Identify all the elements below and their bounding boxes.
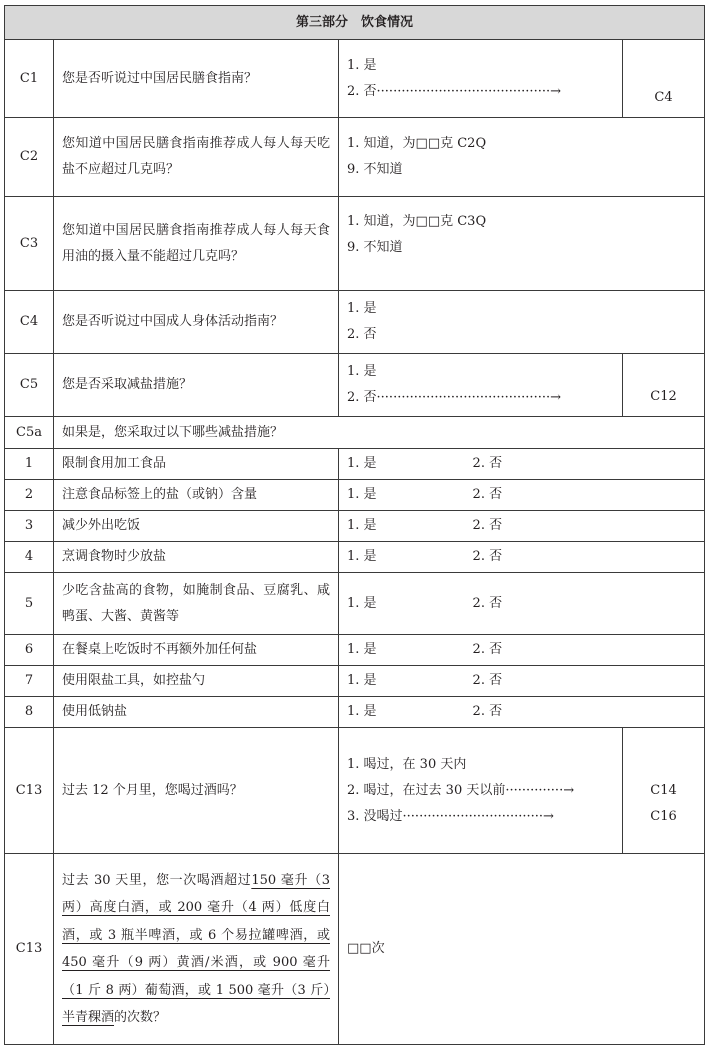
- measure-row: [5, 573, 705, 635]
- question-code: C4: [5, 291, 54, 354]
- measure-options: [339, 449, 705, 480]
- measure-text: 少吃含盐高的食物，如腌制食品、豆腐乳、咸鸭蛋、大酱、黄酱等: [54, 573, 339, 635]
- measure-options: [339, 511, 705, 542]
- option-no-skip[interactable]: 2. 否··········································→: [347, 390, 561, 405]
- option-no[interactable]: 2. 否: [472, 595, 503, 611]
- option-no[interactable]: 2. 否: [472, 642, 503, 657]
- option-yes[interactable]: 1. 是: [347, 301, 377, 316]
- measure-options: [339, 480, 705, 511]
- answer-options: [339, 291, 705, 354]
- section-title: 第三部分 饮食情况: [5, 6, 705, 40]
- measure-options: [339, 635, 705, 666]
- measure-row: [5, 542, 705, 573]
- question-row-c1: [5, 40, 705, 118]
- question-suffix: 的次数？: [114, 1010, 167, 1025]
- measure-text: 在餐桌上吃饭时不再额外加任何盐: [54, 635, 339, 666]
- measure-row: [5, 480, 705, 511]
- option-yes[interactable]: 1. 是: [347, 364, 377, 379]
- option-yes[interactable]: 1. 是: [347, 704, 377, 719]
- answer-options: [339, 118, 705, 197]
- question-row-c4: [5, 291, 705, 354]
- measure-row: [5, 635, 705, 666]
- option-no-skip[interactable]: 2. 否··········································→: [347, 83, 561, 99]
- section-header-row: [5, 6, 705, 40]
- diet-survey-table: [4, 5, 705, 1045]
- skip-target-c16: C16: [650, 808, 677, 824]
- option-yes[interactable]: 1. 是: [347, 642, 377, 657]
- measure-number: 6: [5, 635, 54, 666]
- measure-text: 限制食用加工食品: [54, 449, 339, 480]
- question-code: C2: [5, 118, 54, 197]
- question-code: C1: [5, 40, 54, 118]
- question-text: 您知道中国居民膳食指南推荐成人每人每天吃盐不应超过几克吗？: [54, 118, 339, 197]
- question-row-c3: [5, 197, 705, 291]
- question-code: C13: [5, 854, 54, 1045]
- measure-options: [339, 573, 705, 635]
- measure-row: [5, 697, 705, 728]
- option-dont-know[interactable]: 9. 不知道: [347, 162, 403, 177]
- measure-number: 7: [5, 666, 54, 697]
- measure-row: [5, 666, 705, 697]
- answer-options: [339, 354, 623, 417]
- skip-targets: [623, 728, 705, 854]
- option-yes[interactable]: 1. 是: [347, 487, 377, 502]
- answer-options: [339, 728, 623, 854]
- option-no[interactable]: 2. 否: [472, 673, 503, 688]
- measure-text: 注意食品标签上的盐（或钠）含量: [54, 480, 339, 511]
- option-never-skip[interactable]: 3. 没喝过··································→: [347, 808, 554, 824]
- option-yes[interactable]: 1. 是: [347, 518, 377, 533]
- option-yes[interactable]: 1. 是: [347, 549, 377, 564]
- question-text: 过去 12 个月里，您喝过酒吗？: [54, 728, 339, 854]
- skip-target: C4: [623, 40, 705, 118]
- measure-row: [5, 511, 705, 542]
- answer-times-field[interactable]: □□次: [339, 854, 705, 1045]
- question-code: C13: [5, 728, 54, 854]
- question-code: C3: [5, 197, 54, 291]
- question-text: 如果是，您采取过以下哪些减盐措施？: [54, 417, 705, 449]
- option-no[interactable]: 2. 否: [472, 518, 503, 533]
- option-no[interactable]: 2. 否: [472, 704, 503, 719]
- measure-number: 3: [5, 511, 54, 542]
- option-no[interactable]: 2. 否: [347, 327, 377, 342]
- measure-number: 2: [5, 480, 54, 511]
- option-yes[interactable]: 1. 是: [347, 673, 377, 688]
- question-row-c5a: [5, 417, 705, 449]
- measure-text: 减少外出吃饭: [54, 511, 339, 542]
- question-code: C5a: [5, 417, 54, 449]
- skip-target-c14: C14: [650, 782, 677, 798]
- option-know-grams[interactable]: 1. 知道，为□□克 C3Q: [347, 214, 487, 229]
- question-row-c2: [5, 118, 705, 197]
- option-drank-30-days[interactable]: 1. 喝过，在 30 天内: [347, 756, 467, 772]
- skip-target: C12: [623, 354, 705, 417]
- question-row-c13-heavy: [5, 854, 705, 1045]
- question-row-c13-drinking: [5, 728, 705, 854]
- option-no[interactable]: 2. 否: [472, 549, 503, 564]
- option-yes[interactable]: 1. 是: [347, 595, 377, 611]
- question-text: 您是否采取减盐措施？: [54, 354, 339, 417]
- measure-text: 烹调食物时少放盐: [54, 542, 339, 573]
- measure-number: 4: [5, 542, 54, 573]
- measure-options: [339, 666, 705, 697]
- question-text: 您是否听说过中国居民膳食指南？: [54, 40, 339, 118]
- measure-text: 使用限盐工具，如控盐勺: [54, 666, 339, 697]
- option-yes[interactable]: 1. 是: [347, 456, 377, 471]
- question-prefix: 过去 30 天里，您一次喝酒超过: [62, 872, 252, 888]
- measure-number: 1: [5, 449, 54, 480]
- question-code: C5: [5, 354, 54, 417]
- question-underlined-amounts: 150 毫升（3 两）高度白酒，或 200 毫升（4 两）低度白酒，或 3 瓶半啤酒，或 6 个易拉罐啤酒，或 450 毫升（9 两）黄酒/米酒，或 900 毫升（1 斤 8 两）葡萄酒，或 1 500 毫升（3 斤）半青稞酒: [62, 872, 330, 1025]
- option-yes[interactable]: 1. 是: [347, 57, 377, 73]
- measure-row: [5, 449, 705, 480]
- option-drank-before-skip[interactable]: 2. 喝过，在过去 30 天以前··············→: [347, 782, 575, 798]
- measure-number: 8: [5, 697, 54, 728]
- question-text: [54, 854, 339, 1045]
- answer-options: [339, 197, 705, 291]
- option-no[interactable]: 2. 否: [472, 487, 503, 502]
- option-no[interactable]: 2. 否: [472, 456, 503, 471]
- option-know-grams[interactable]: 1. 知道，为□□克 C2Q: [347, 136, 487, 151]
- measure-options: [339, 542, 705, 573]
- measure-options: [339, 697, 705, 728]
- question-row-c5: [5, 354, 705, 417]
- measure-text: 使用低钠盐: [54, 697, 339, 728]
- question-text: 您知道中国居民膳食指南推荐成人每人每天食用油的摄入量不能超过几克吗？: [54, 197, 339, 291]
- question-text: 您是否听说过中国成人身体活动指南？: [54, 291, 339, 354]
- measure-number: 5: [5, 573, 54, 635]
- option-dont-know[interactable]: 9. 不知道: [347, 240, 403, 255]
- answer-options: [339, 40, 623, 118]
